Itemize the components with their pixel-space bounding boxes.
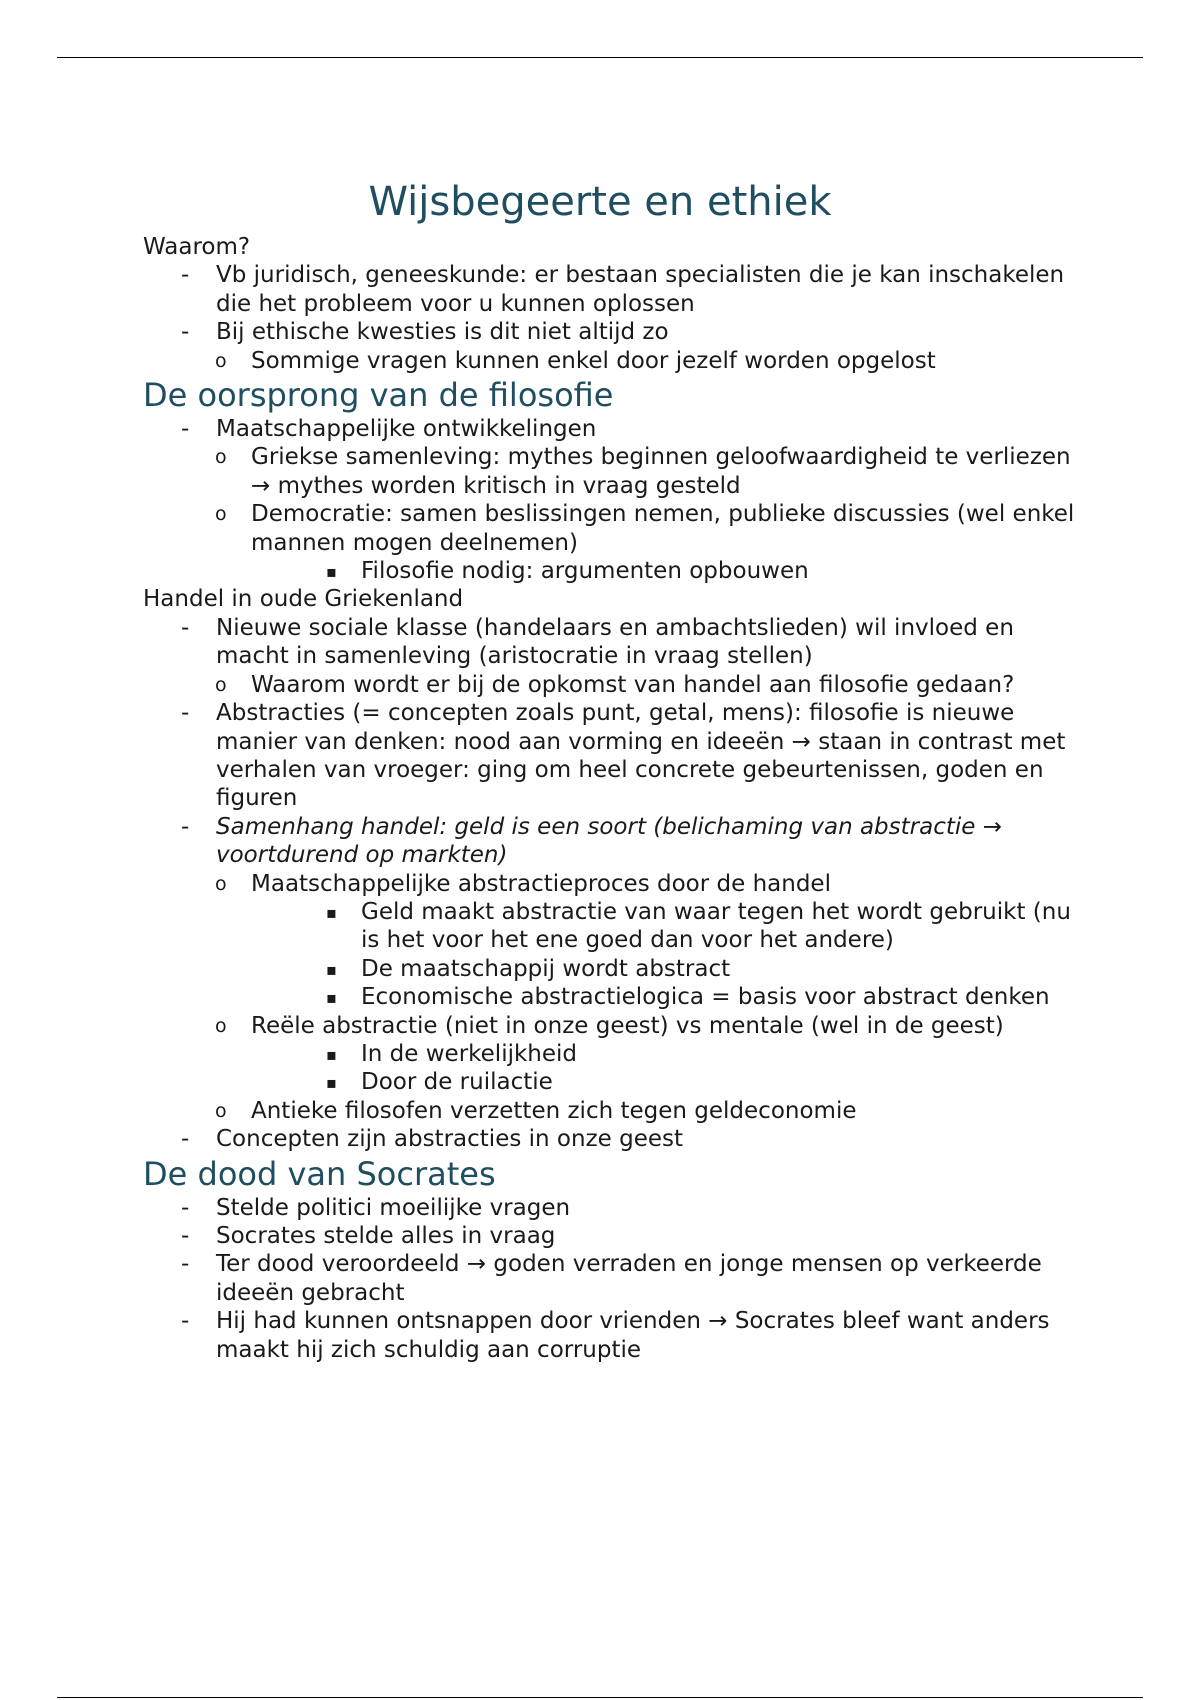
square-marker: ▪ (326, 1073, 337, 1093)
circle-marker: o (215, 872, 227, 895)
list-item: ▪ Economische abstractielogica = basis voor abstract denken (143, 983, 1083, 1011)
list-item: o Maatschappelijke abstractieproces door de handel (215, 870, 831, 897)
section-heading-socrates: De dood van Socrates (143, 1154, 496, 1193)
dash-marker: - (181, 1251, 190, 1278)
square-marker: ▪ (326, 902, 337, 922)
intro-list (143, 261, 1083, 375)
list-item: o Reële abstractie (niet in onze geest) vs mentale (wel in de geest) (215, 1012, 1004, 1039)
dash-marker: - (181, 614, 190, 641)
list-item: ▪ De maatschappij wordt abstract (143, 955, 1083, 983)
bottom-rule (57, 1697, 1143, 1698)
list-item: - Socrates stelde alles in vraag (181, 1223, 556, 1249)
list-item: - Concepten zijn abstracties in onze geest (181, 1126, 684, 1153)
list-item: - Hij had kunnen ontsnappen door vrienden → Socrates bleef want anders maakt hij zich schuldig aan corruptie (181, 1308, 1050, 1363)
dash-marker: - (181, 319, 190, 346)
origin-list (143, 415, 1083, 585)
document-body (143, 233, 1083, 1364)
dash-marker: - (181, 1126, 190, 1153)
list-item: o Griekse samenleving: mythes beginnen geloofwaardigheid te verliezen → mythes worden kritisch in vraag gesteld (215, 444, 1071, 499)
list-item: - Ter dood veroordeeld → goden verraden en jonge mensen op verkeerde ideeën gebracht (181, 1251, 1042, 1306)
list-item: - Nieuwe sociale klasse (handelaars en ambachtslieden) wil invloed en macht in samenleving (aristocratie in vraag stellen) (181, 614, 1014, 670)
square-marker: ▪ (326, 959, 337, 979)
socrates-list (143, 1194, 1083, 1364)
square-marker: ▪ (326, 988, 337, 1008)
intro-heading: Waarom? (143, 234, 251, 260)
list-item: - Samenhang handel: geld is een soort (belichaming van abstractie → voortdurend op markten) (181, 813, 1002, 869)
list-item: - Bij ethische kwesties is dit niet altijd zo (181, 319, 669, 346)
dash-marker: - (181, 262, 190, 289)
list-item: - Stelde politici moeilijke vragen (181, 1194, 571, 1221)
dash-marker: - (181, 416, 190, 443)
dash-marker: - (181, 1223, 190, 1249)
circle-marker: o (215, 673, 227, 696)
list-item: ▪ Geld maakt abstractie van waar tegen het wordt gebruikt (nu is het voor het ene goed dan voor het andere) (326, 898, 1071, 954)
list-item: - Vb juridisch, geneeskunde: er bestaan specialisten die je kan inschakelen die het probleem voor u kunnen oplossen (181, 262, 1065, 317)
dash-marker: - (181, 700, 190, 727)
list-item: o Sommige vragen kunnen enkel door jezelf worden opgelost (215, 347, 936, 374)
circle-marker: o (215, 503, 227, 526)
dash-marker: - (181, 1194, 190, 1221)
dash-marker: - (181, 813, 190, 840)
list-item: ▪ In de werkelijkheid (143, 1040, 1083, 1068)
dash-marker: - (181, 1308, 190, 1335)
square-marker: ▪ (326, 562, 337, 582)
list-item: ▪ Filosofie nodig: argumenten opbouwen (143, 557, 1083, 585)
document-title: Wijsbegeerte en ethiek (368, 179, 832, 225)
section-heading-origin: De oorsprong van de filosofie (143, 376, 614, 415)
circle-marker: o (215, 1099, 227, 1122)
trade-heading: Handel in oude Griekenland (143, 586, 464, 613)
list-item: o Democratie: samen beslissingen nemen, publieke discussies (wel enkel mannen mogen deelnemen) (215, 501, 1075, 556)
list-item: - Maatschappelijke ontwikkelingen (181, 416, 597, 443)
list-item: ▪ Door de ruilactie (143, 1068, 1083, 1096)
list-item: o Antieke filosofen verzetten zich tegen geldeconomie (215, 1097, 857, 1124)
circle-marker: o (215, 446, 227, 469)
trade-list (143, 614, 1083, 1154)
circle-marker: o (215, 349, 227, 372)
square-marker: ▪ (326, 1044, 337, 1064)
list-item: o Waarom wordt er bij de opkomst van handel aan filosofie gedaan? (215, 671, 1015, 698)
circle-marker: o (215, 1014, 227, 1037)
list-item: - Abstracties (= concepten zoals punt, getal, mens): filosofie is nieuwe manier van denken: nood aan vorming en ideeën → staan in contrast met verhalen van vroeger: ging om heel concrete gebeurtenissen, goden en figuren (181, 700, 1066, 812)
top-rule (57, 57, 1143, 58)
